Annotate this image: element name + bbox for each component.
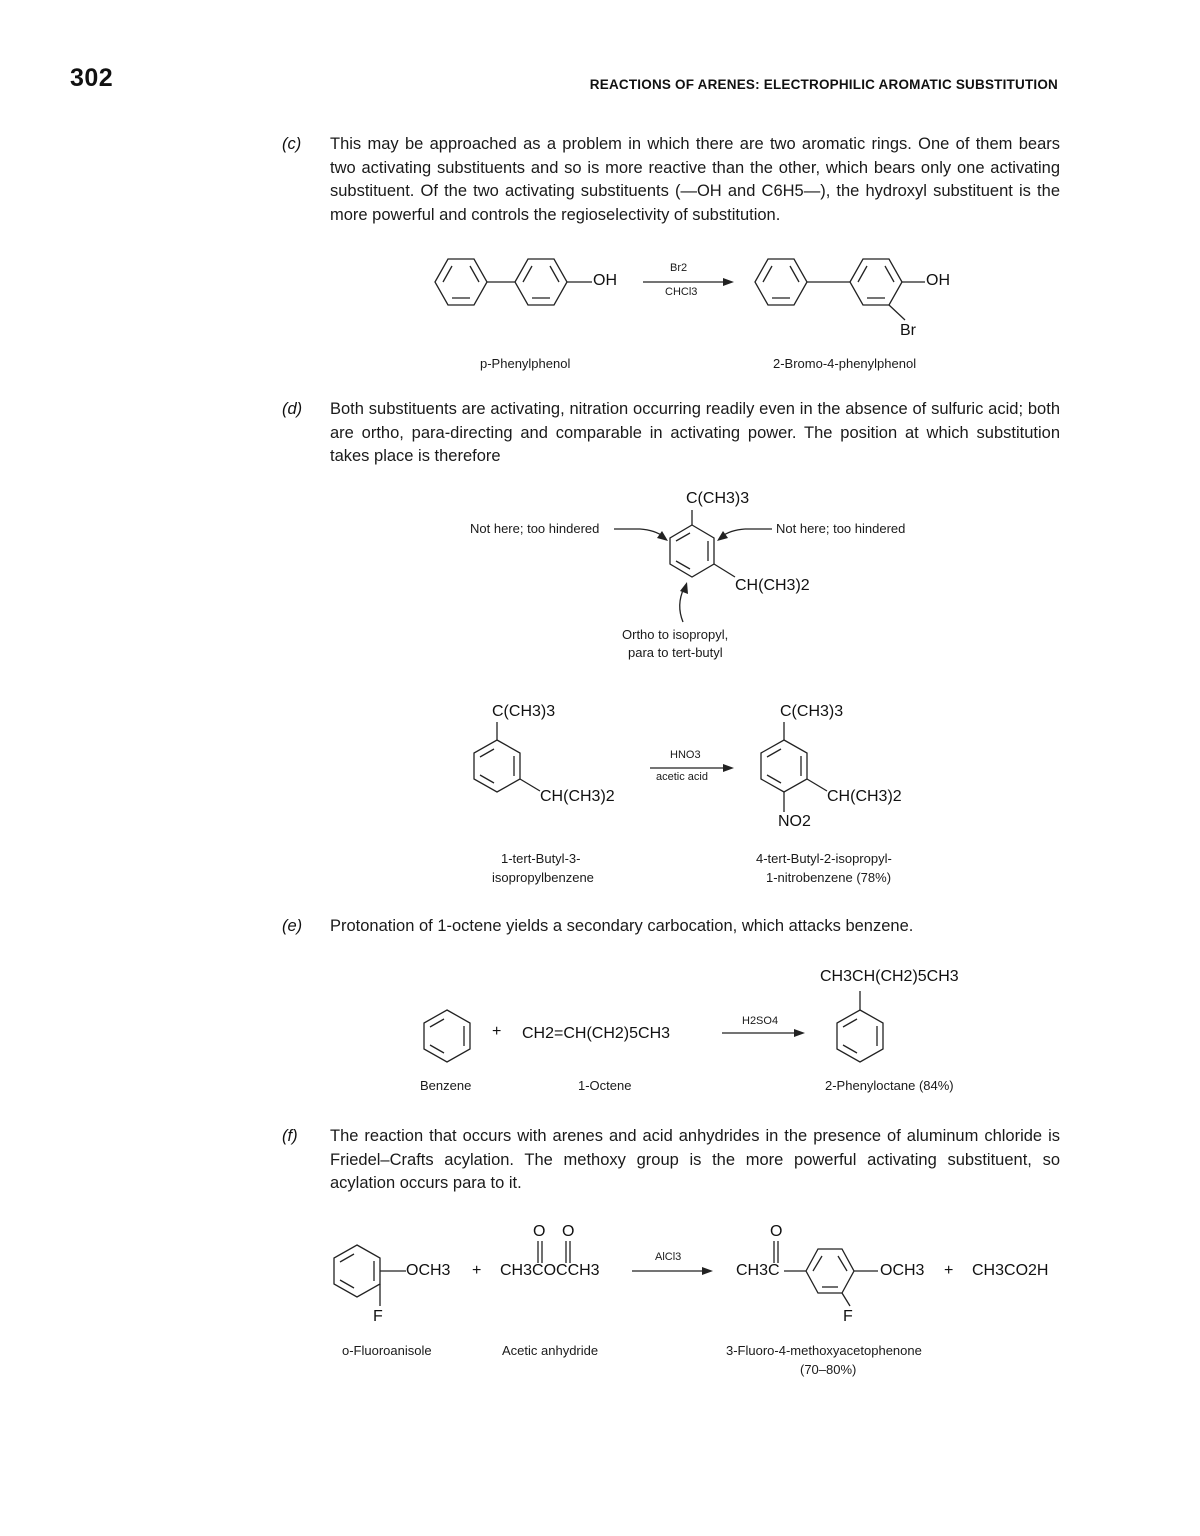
d-not-here-left: Not here; too hindered [470, 521, 600, 536]
d-product-caption-1: 4-tert-Butyl-2-isopropyl- [756, 851, 892, 866]
d-product-tbutyl: C(CH3)3 [780, 703, 844, 720]
f-reagent: AlCl3 [655, 1251, 682, 1263]
d-reactant-tbutyl: C(CH3)3 [492, 703, 556, 720]
e-product-group: CH3CH(CH2)5CH3 [820, 968, 959, 985]
d-reactant-caption-2: isopropylbenzene [492, 870, 594, 885]
d-reactant-caption-1: 1-tert-Butyl-3- [501, 851, 581, 866]
nitro-product-ring [761, 740, 807, 792]
part-d-label: (d) [282, 400, 303, 418]
f-anhydride-o2: O [562, 1223, 575, 1240]
f-product-caption-1: 3-Fluoro-4-methoxyacetophenone [726, 1343, 922, 1358]
f-reactant1-caption: o-Fluoroanisole [342, 1343, 432, 1358]
f-anhydride-o1: O [533, 1223, 546, 1240]
part-e-label: (e) [282, 917, 303, 935]
f-anhydride: CH3COCCH3 [500, 1262, 600, 1279]
d-reactant-isopropyl: CH(CH3)2 [540, 788, 615, 805]
hindrance-ring [670, 525, 714, 577]
part-c-text: This may be approached as a problem in which there are two aromatic rings. One of them bears two activating substituents and so is more reactive than the other, which bears only one activating substituent. Of the two activating substituents (—OH and C6H5—), the hydroxyl substituent is the more powerful and controls the regioselectivity of substitution. [330, 135, 1060, 224]
c-product-oh-label: OH [926, 272, 950, 289]
f-acetyl-o: O [770, 1223, 783, 1240]
part-d-text: Both substituents are activating, nitration occurring readily even in the absence of sulfuric acid; both are ortho, para-directing and comparable in activating power. The position at which substitution takes place is therefore [330, 400, 1060, 465]
d-reagent-bottom: acetic acid [656, 771, 708, 783]
product-ring-2 [850, 259, 902, 305]
biphenyl-ring-1 [435, 259, 487, 305]
tbutyl-isopropyl-ring [474, 740, 520, 792]
phenyloctane-ring [837, 1010, 883, 1062]
e-product-caption: 2-Phenyloctane (84%) [825, 1078, 954, 1093]
page-number: 302 [70, 64, 114, 92]
f-och3-product: OCH3 [880, 1262, 925, 1279]
f-plus-2: + [944, 1262, 954, 1279]
d-reagent-top: HNO3 [670, 749, 701, 761]
e-reagent: H2SO4 [742, 1015, 779, 1027]
part-f-text: The reaction that occurs with arenes and acid anhydrides in the presence of aluminum chloride is Friedel–Crafts acylation. The methoxy group is the more powerful activating substituent, so acylation occurs para to it. [330, 1127, 1060, 1192]
f-product-caption-2: (70–80%) [800, 1362, 857, 1377]
c-oh-label: OH [593, 272, 617, 289]
e-plus: + [492, 1023, 502, 1040]
f-f-product: F [843, 1308, 853, 1325]
c-br-label: Br [900, 322, 916, 339]
f-byproduct: CH3CO2H [972, 1262, 1049, 1279]
f-och3-reactant: OCH3 [406, 1262, 451, 1279]
f-plus-1: + [472, 1262, 482, 1279]
c-product-caption: 2-Bromo-4-phenylphenol [773, 356, 917, 371]
c-reagent-top: Br2 [670, 262, 688, 274]
c-reactant-caption: p-Phenylphenol [480, 356, 571, 371]
benzene-ring-e [424, 1010, 470, 1062]
d-not-here-right: Not here; too hindered [776, 521, 906, 536]
e-benzene-caption: Benzene [420, 1078, 472, 1093]
d-product-isopropyl: CH(CH3)2 [827, 788, 902, 805]
d-product-caption-2: 1-nitrobenzene (78%) [766, 870, 892, 885]
d-ortho-note-1: Ortho to isopropyl, [622, 627, 729, 642]
f-acetyl: CH3C [736, 1262, 780, 1279]
d-hindrance-isopropyl: CH(CH3)2 [735, 577, 810, 594]
part-c-label: (c) [282, 135, 302, 153]
phenol-ring [515, 259, 567, 305]
product-ring-1 [755, 259, 807, 305]
part-f-label: (f) [282, 1127, 298, 1145]
f-reactant2-caption: Acetic anhydride [502, 1343, 599, 1358]
running-head: REACTIONS OF ARENES: ELECTROPHILIC AROMATIC SUBSTITUTION [589, 77, 1058, 92]
part-e-text: Protonation of 1-octene yields a secondary carbocation, which attacks benzene. [330, 917, 914, 935]
d-ortho-note-2: para to tert-butyl [628, 645, 723, 660]
e-octene-caption: 1-Octene [578, 1078, 632, 1093]
f-f-reactant: F [373, 1308, 383, 1325]
d-product-nitro: NO2 [778, 813, 811, 830]
d-hindrance-tbutyl: C(CH3)3 [686, 490, 750, 507]
c-reagent-bottom: CHCl3 [665, 286, 698, 298]
fluoroanisole-ring [334, 1245, 380, 1297]
e-octene-formula: CH2=CH(CH2)5CH3 [522, 1025, 671, 1042]
acetophenone-ring [806, 1249, 854, 1293]
